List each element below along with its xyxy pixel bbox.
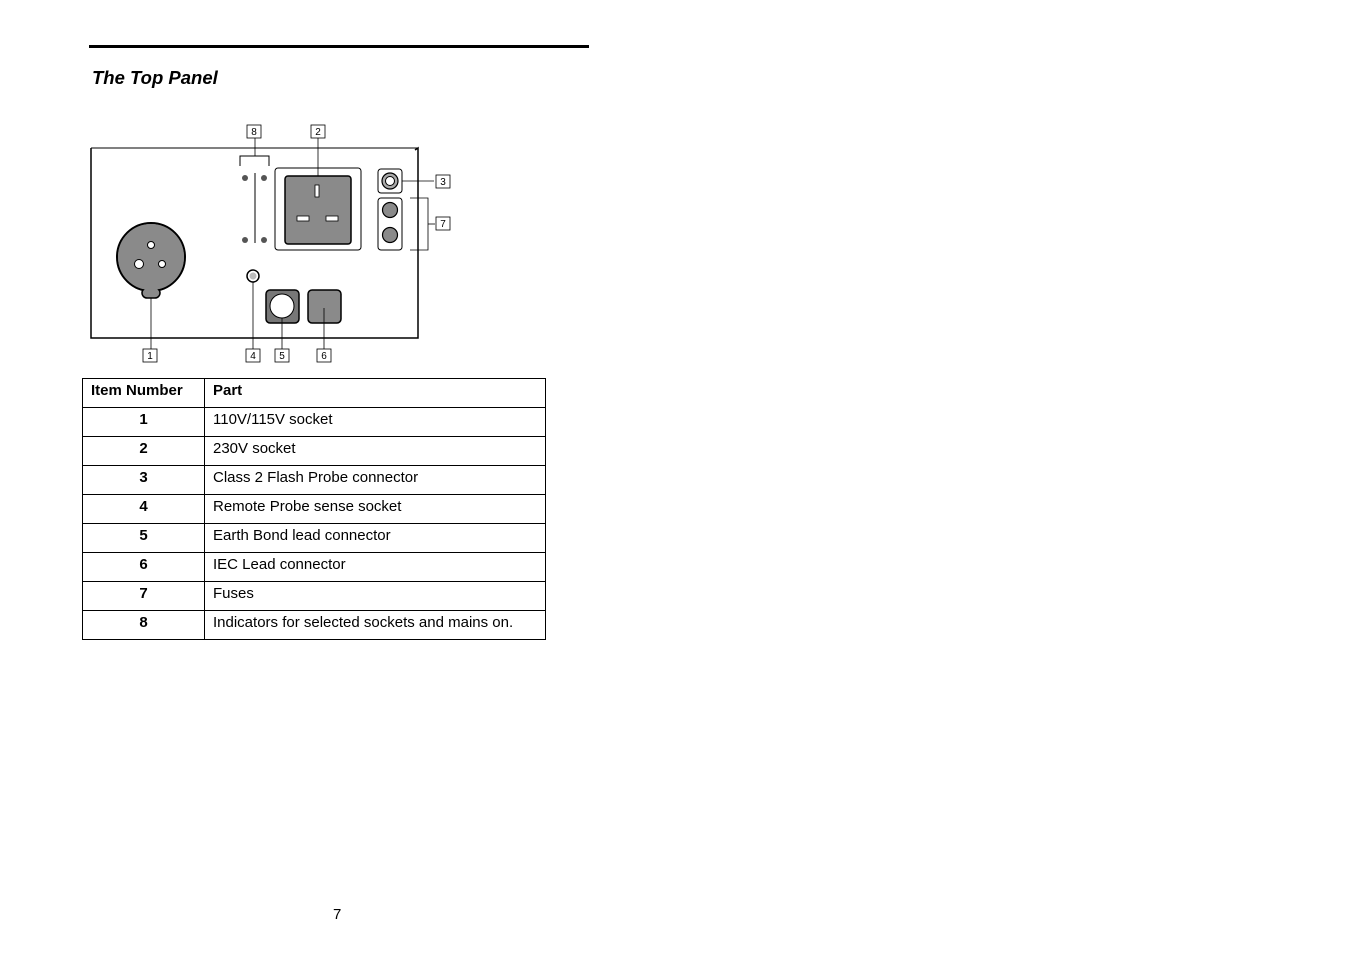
top-panel-diagram [80, 118, 460, 370]
svg-text:8: 8 [251, 127, 257, 138]
flash-probe-connector-icon [378, 169, 402, 193]
table-row [83, 437, 546, 466]
table-header-row [83, 379, 546, 408]
part-name: Fuses [205, 582, 546, 611]
table-row [83, 524, 546, 553]
table-row [83, 408, 546, 437]
table-row [83, 611, 546, 640]
header-rule [89, 45, 589, 48]
part-name: Class 2 Flash Probe connector [205, 466, 546, 495]
part-name: Earth Bond lead connector [205, 524, 546, 553]
callout-5 [275, 349, 289, 362]
callout-1 [143, 349, 157, 362]
part-name: Remote Probe sense socket [205, 495, 546, 524]
svg-text:6: 6 [321, 351, 327, 362]
part-name: IEC Lead connector [205, 553, 546, 582]
section-title: The Top Panel [92, 67, 218, 88]
part-name: 230V socket [205, 437, 546, 466]
callout-3 [436, 175, 450, 188]
page-number: 7 [333, 906, 342, 923]
item-number: 3 [83, 466, 205, 495]
item-number: 5 [83, 524, 205, 553]
table-row [83, 553, 546, 582]
table-row [83, 495, 546, 524]
item-number: 6 [83, 553, 205, 582]
svg-text:3: 3 [440, 177, 446, 188]
svg-text:1: 1 [147, 351, 153, 362]
callout-7 [436, 217, 450, 230]
remote-probe-socket-icon [247, 270, 259, 282]
svg-text:4: 4 [250, 351, 256, 362]
table-row [83, 582, 546, 611]
earth-bond-connector-icon [266, 290, 299, 323]
item-number: 8 [83, 611, 205, 640]
callout-4 [246, 349, 260, 362]
svg-text:7: 7 [440, 219, 446, 230]
iec-lead-connector-icon [308, 290, 341, 323]
header-part: Part [205, 379, 546, 408]
parts-table [82, 378, 546, 640]
part-name: Indicators for selected sockets and mains on. [205, 611, 546, 640]
callout-8 [247, 125, 261, 138]
table-row [83, 466, 546, 495]
item-number: 2 [83, 437, 205, 466]
svg-text:5: 5 [279, 351, 285, 362]
item-number: 1 [83, 408, 205, 437]
part-name: 110V/115V socket [205, 408, 546, 437]
socket-110v-icon [117, 223, 185, 302]
fuses-icon [378, 198, 402, 250]
socket-230v-icon [275, 168, 361, 250]
callout-6 [317, 349, 331, 362]
svg-text:2: 2 [315, 127, 321, 138]
item-number: 4 [83, 495, 205, 524]
item-number: 7 [83, 582, 205, 611]
callout-2 [311, 125, 325, 138]
indicators-icon [240, 156, 269, 243]
header-item-number: Item Number [83, 379, 205, 408]
